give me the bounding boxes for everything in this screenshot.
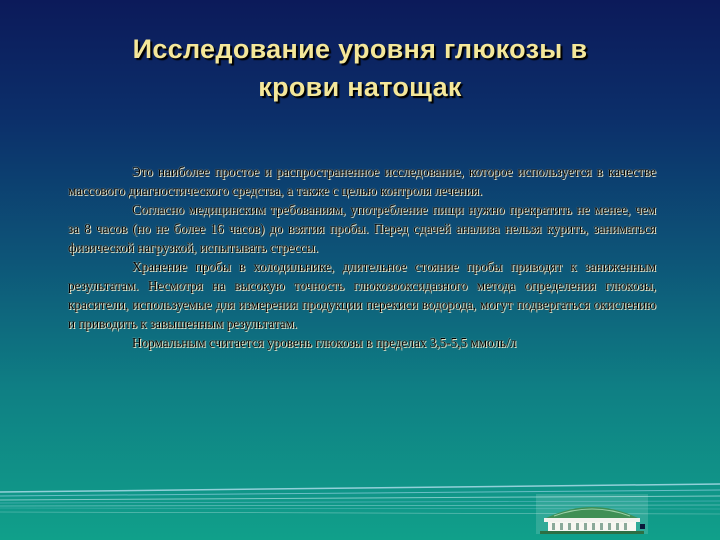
- slide-body: [68, 162, 656, 352]
- paragraph-intro: Это наиболее простое и распространенное исследование, которое используется в качестве массового диагностического средства, а также с целью контроля лечения.: [68, 164, 656, 198]
- paragraph-normal-range: Нормальным считается уровень глюкозы в пределах 3,5-5,5 ммоль/л: [132, 335, 517, 350]
- slide-title: [60, 30, 660, 106]
- paragraph-preparation: Согласно медицинским требованиям, употребление пищи нужно прекратить не менее, чем за 8 часов (но не более 16 часов) до взятия пробы. Перед сдачей анализа нельзя курить, заниматься физической нагрузкой, испытывать стрессы.: [68, 202, 656, 255]
- slide-title-line-1: Исследование уровня глюкозы в: [132, 34, 588, 64]
- paragraph-storage: Хранение пробы в холодильнике, длительное стояние пробы приводят к заниженным результатам. Несмотря на высокую точность глюкозооксидазного метода определения глюкозы, красители, используемые для измерения продукции перекиси водорода, могут подвергаться окислению и приводить к завышенным результатам.: [68, 259, 656, 331]
- slide-title-line-2: крови натощак: [258, 72, 462, 102]
- building-logo-icon: [536, 494, 648, 534]
